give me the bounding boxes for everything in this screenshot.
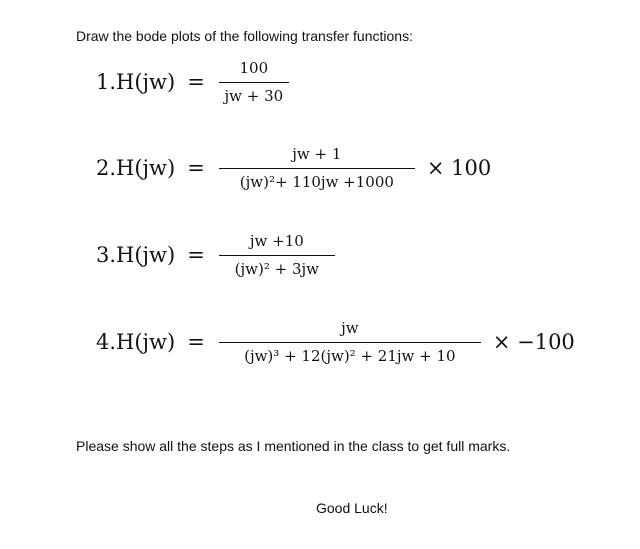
denominator: (jw)²+ 110jw +1000 (239, 172, 394, 191)
numerator: jw +10 (249, 231, 304, 250)
equals-sign: = (187, 330, 205, 354)
equation-2 (96, 138, 491, 198)
multiplier: × −100 (492, 330, 575, 354)
equation-2-label: 2.H(jw) (96, 156, 176, 180)
fraction (219, 144, 415, 191)
denominator: (jw)³ + 12(jw)² + 21jw + 10 (244, 346, 456, 365)
instruction-text: Draw the bode plots of the following transfer functions: (76, 28, 413, 44)
equation-3-label: 3.H(jw) (96, 243, 176, 267)
equation-1 (96, 52, 289, 112)
numerator: 100 (239, 58, 269, 77)
fraction (219, 58, 289, 105)
closing-text: Good Luck! (316, 500, 388, 516)
equation-4 (96, 312, 575, 372)
equals-sign: = (187, 156, 205, 180)
equation-3 (96, 225, 335, 285)
numerator: jw + 1 (292, 144, 342, 163)
fraction (219, 231, 335, 278)
equals-sign: = (187, 70, 205, 94)
multiplier: × 100 (426, 156, 492, 180)
fraction (219, 318, 481, 365)
equation-4-label: 4.H(jw) (96, 330, 176, 354)
denominator: (jw)² + 3jw (234, 259, 320, 278)
equation-1-label: 1.H(jw) (96, 70, 176, 94)
instructions-note: Please show all the steps as I mentioned in the class to get full marks. (76, 438, 511, 454)
denominator: jw + 30 (224, 86, 284, 105)
equals-sign: = (187, 243, 205, 267)
numerator: jw (341, 318, 359, 337)
